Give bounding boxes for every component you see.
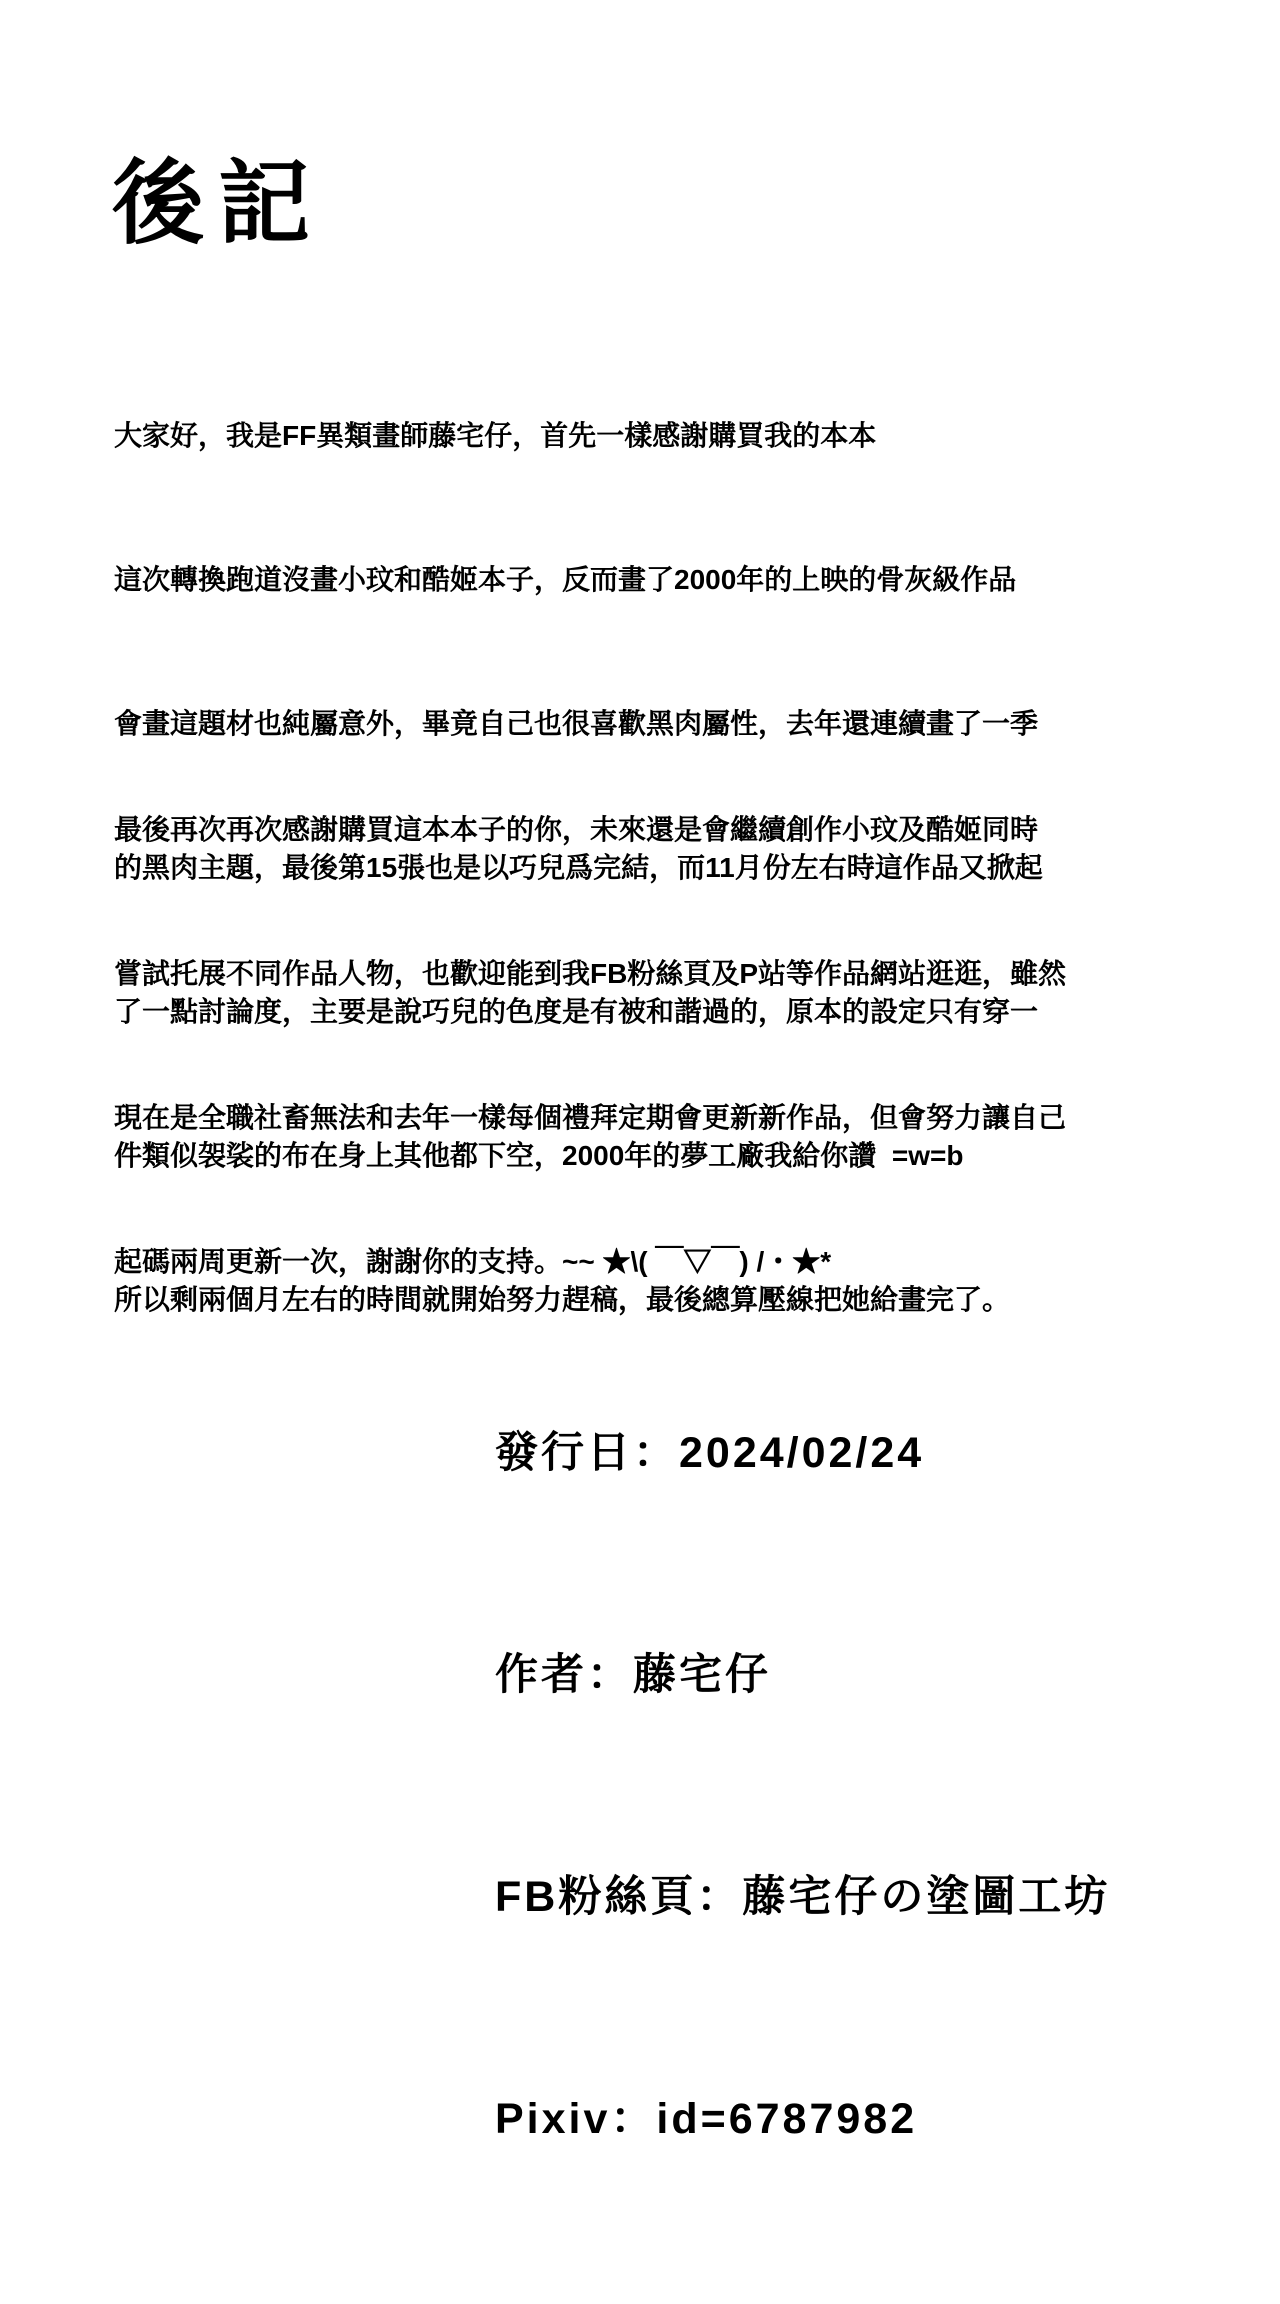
text-line: 嘗試托展不同作品人物，也歡迎能到我FB粉絲頁及P站等作品網站逛逛，雖然: [114, 958, 1067, 989]
text-line: 所以剩兩個月左右的時間就開始努力趕稿，最後總算壓線把她給畫完了。: [114, 1284, 1011, 1315]
text-line: 最後再次再次感謝購買這本本子的你，未來還是會繼續創作小玟及酷姬同時: [114, 814, 1039, 845]
text-line: 件類似袈裟的布在身上其他都下空，2000年的夢工廠我給你讚 =w=b: [114, 1140, 964, 1171]
text-line: 起碼兩周更新一次，謝謝你的支持。~~ ★\( ￣▽￣) /・★*: [114, 1246, 832, 1277]
author: 作者：藤宅仔: [495, 1651, 771, 1699]
text-line: 大家好，我是FF異類畫師藤宅仔，首先一樣感謝購買我的本本: [114, 420, 877, 451]
text-line: 現在是全職社畜無法和去年一樣每個禮拜定期會更新新作品，但會努力讓自己: [114, 1102, 1067, 1133]
text-line: 了一點討論度，主要是說巧兒的色度是有被和諧過的，原本的設定只有穿一: [114, 996, 1039, 1027]
colophon: [495, 1268, 1110, 2304]
text-line: 的黑肉主題，最後第15張也是以巧兒爲完結，而11月份左右時這作品又掀起: [114, 852, 1043, 883]
fb-fan-page: FB粉絲頁：藤宅仔の塗圖工坊: [495, 1873, 1111, 1921]
text-line: 會畫這題材也純屬意外，畢竟自己也很喜歡黑肉屬性，去年還連續畫了一季: [114, 708, 1039, 739]
publication-date: 發行日：2024/02/24: [495, 1429, 925, 1477]
pixiv-id: Pixiv：id=6787982: [495, 2095, 918, 2143]
page-title: 後記: [112, 152, 325, 255]
text-line: 這次轉換跑道沒畫小玟和酷姬本子，反而畫了2000年的上映的骨灰級作品: [114, 564, 1017, 595]
